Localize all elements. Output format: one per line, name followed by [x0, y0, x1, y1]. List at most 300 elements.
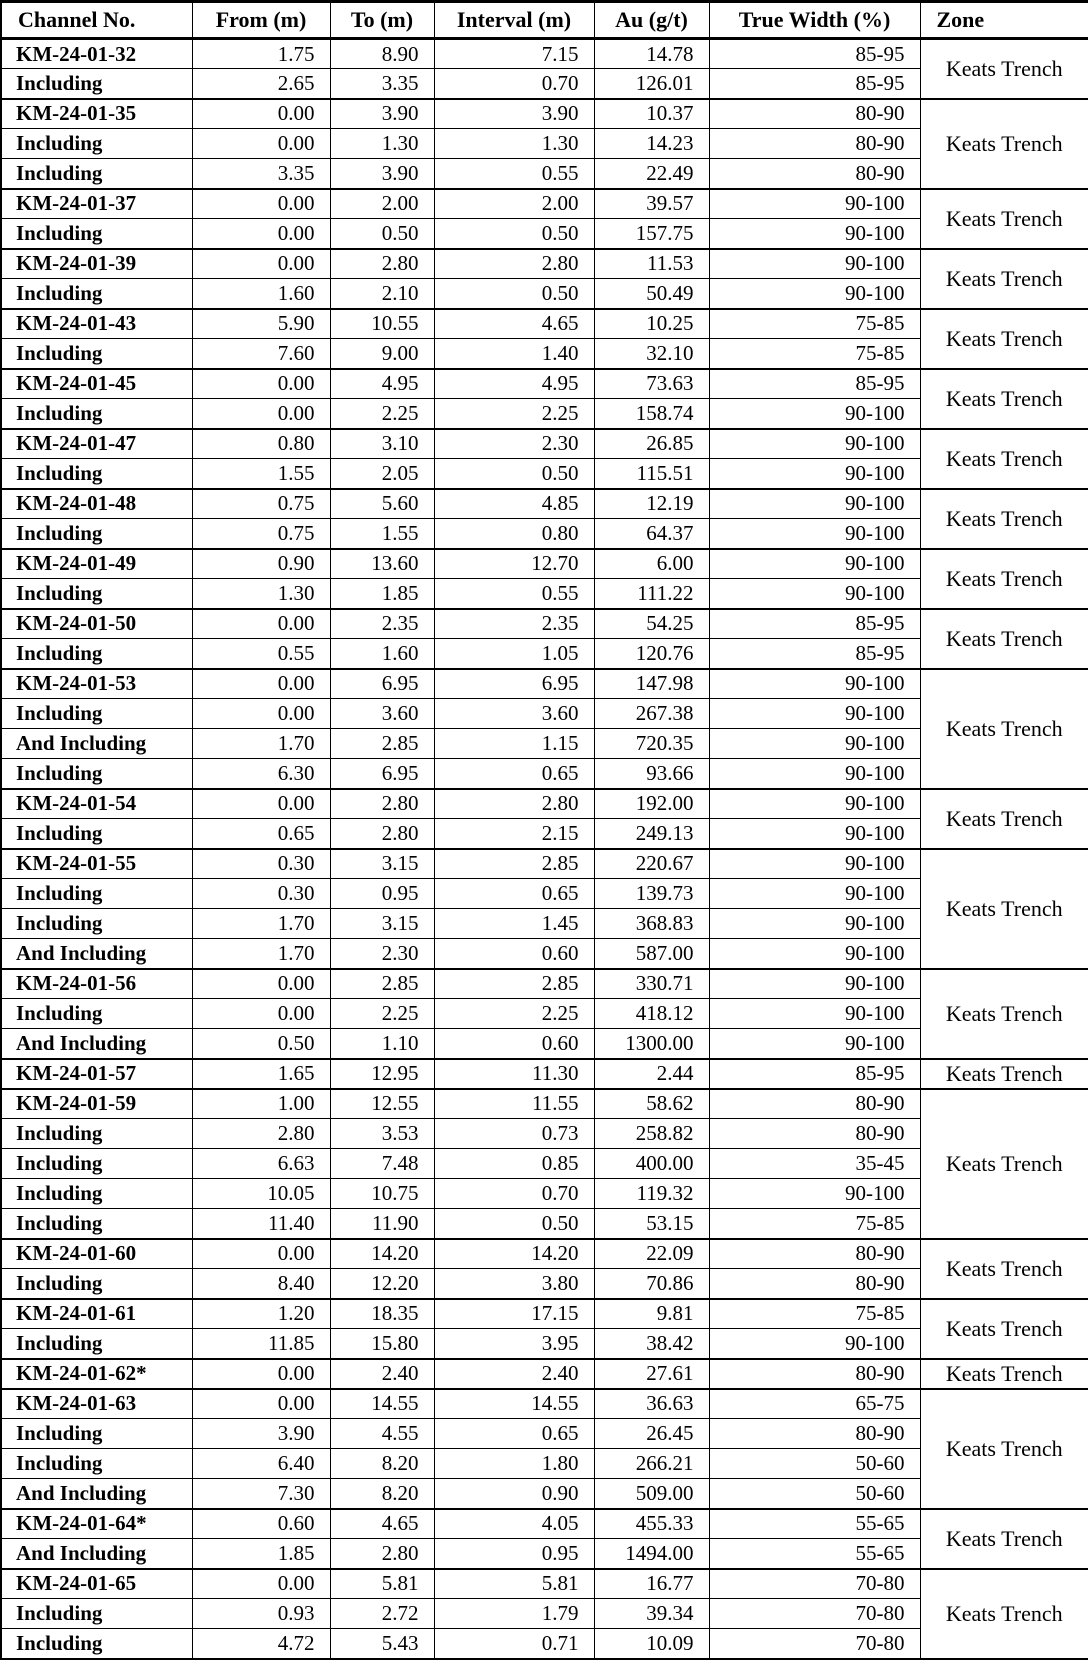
from-cell: 0.00 [192, 969, 330, 999]
au-cell: 54.25 [594, 609, 709, 639]
channel-cell: Including [1, 159, 192, 189]
column-header-interval: Interval (m) [434, 2, 594, 39]
interval-cell: 1.45 [434, 909, 594, 939]
true-width-cell: 85-95 [709, 639, 920, 669]
true-width-cell: 90-100 [709, 279, 920, 309]
interval-cell: 14.55 [434, 1389, 594, 1419]
interval-cell: 1.40 [434, 339, 594, 369]
au-cell: 9.81 [594, 1299, 709, 1329]
interval-cell: 2.00 [434, 189, 594, 219]
to-cell: 4.55 [330, 1419, 434, 1449]
zone-cell: Keats Trench [920, 609, 1088, 669]
from-cell: 0.00 [192, 189, 330, 219]
to-cell: 10.75 [330, 1179, 434, 1209]
from-cell: 7.60 [192, 339, 330, 369]
true-width-cell: 85-95 [709, 1059, 920, 1089]
interval-cell: 3.95 [434, 1329, 594, 1359]
to-cell: 12.95 [330, 1059, 434, 1089]
channel-cell: KM-24-01-54 [1, 789, 192, 819]
true-width-cell: 70-80 [709, 1569, 920, 1599]
interval-cell: 0.73 [434, 1119, 594, 1149]
channel-cell: Including [1, 1179, 192, 1209]
table-row [1, 39, 1088, 69]
au-cell: 266.21 [594, 1449, 709, 1479]
channel-cell: Including [1, 339, 192, 369]
true-width-cell: 70-80 [709, 1629, 920, 1659]
interval-cell: 11.55 [434, 1089, 594, 1119]
to-cell: 2.85 [330, 729, 434, 759]
from-cell: 0.00 [192, 249, 330, 279]
channel-cell: Including [1, 1419, 192, 1449]
interval-cell: 4.05 [434, 1509, 594, 1539]
to-cell: 0.95 [330, 879, 434, 909]
true-width-cell: 80-90 [709, 1239, 920, 1269]
true-width-cell: 70-80 [709, 1599, 920, 1629]
au-cell: 11.53 [594, 249, 709, 279]
interval-cell: 0.60 [434, 939, 594, 969]
column-header-zone: Zone [920, 2, 1088, 39]
to-cell: 3.15 [330, 849, 434, 879]
channel-cell: Including [1, 1329, 192, 1359]
true-width-cell: 65-75 [709, 1389, 920, 1419]
au-cell: 93.66 [594, 759, 709, 789]
true-width-cell: 80-90 [709, 99, 920, 129]
from-cell: 0.75 [192, 489, 330, 519]
true-width-cell: 80-90 [709, 1089, 920, 1119]
interval-cell: 1.30 [434, 129, 594, 159]
au-cell: 720.35 [594, 729, 709, 759]
from-cell: 2.65 [192, 69, 330, 99]
channel-cell: KM-24-01-59 [1, 1089, 192, 1119]
true-width-cell: 55-65 [709, 1509, 920, 1539]
au-cell: 50.49 [594, 279, 709, 309]
from-cell: 1.60 [192, 279, 330, 309]
true-width-cell: 90-100 [709, 1179, 920, 1209]
zone-cell: Keats Trench [920, 969, 1088, 1059]
to-cell: 18.35 [330, 1299, 434, 1329]
to-cell: 12.20 [330, 1269, 434, 1299]
to-cell: 8.20 [330, 1479, 434, 1509]
channel-cell: Including [1, 399, 192, 429]
column-header-from: From (m) [192, 2, 330, 39]
interval-cell: 0.80 [434, 519, 594, 549]
table-row [1, 669, 1088, 699]
au-cell: 157.75 [594, 219, 709, 249]
true-width-cell: 85-95 [709, 369, 920, 399]
interval-cell: 0.50 [434, 219, 594, 249]
true-width-cell: 90-100 [709, 669, 920, 699]
interval-cell: 2.40 [434, 1359, 594, 1389]
column-header-channel: Channel No. [1, 2, 192, 39]
to-cell: 2.80 [330, 1539, 434, 1569]
au-cell: 10.25 [594, 309, 709, 339]
to-cell: 2.72 [330, 1599, 434, 1629]
from-cell: 1.65 [192, 1059, 330, 1089]
to-cell: 1.55 [330, 519, 434, 549]
interval-cell: 2.35 [434, 609, 594, 639]
zone-cell: Keats Trench [920, 99, 1088, 189]
true-width-cell: 90-100 [709, 999, 920, 1029]
interval-cell: 1.05 [434, 639, 594, 669]
from-cell: 0.90 [192, 549, 330, 579]
table-header-row [1, 2, 1088, 39]
from-cell: 0.30 [192, 849, 330, 879]
to-cell: 2.40 [330, 1359, 434, 1389]
from-cell: 1.70 [192, 909, 330, 939]
zone-cell: Keats Trench [920, 429, 1088, 489]
from-cell: 11.40 [192, 1209, 330, 1239]
from-cell: 1.70 [192, 939, 330, 969]
channel-cell: Including [1, 699, 192, 729]
channel-cell: And Including [1, 1029, 192, 1059]
interval-cell: 1.80 [434, 1449, 594, 1479]
true-width-cell: 85-95 [709, 69, 920, 99]
interval-cell: 1.15 [434, 729, 594, 759]
to-cell: 9.00 [330, 339, 434, 369]
zone-cell: Keats Trench [920, 1299, 1088, 1359]
channel-cell: KM-24-01-49 [1, 549, 192, 579]
au-cell: 126.01 [594, 69, 709, 99]
au-cell: 330.71 [594, 969, 709, 999]
channel-cell: KM-24-01-37 [1, 189, 192, 219]
au-cell: 115.51 [594, 459, 709, 489]
from-cell: 0.00 [192, 699, 330, 729]
channel-cell: Including [1, 69, 192, 99]
channel-cell: KM-24-01-57 [1, 1059, 192, 1089]
zone-cell: Keats Trench [920, 1239, 1088, 1299]
interval-cell: 0.70 [434, 69, 594, 99]
table-row [1, 969, 1088, 999]
to-cell: 2.35 [330, 609, 434, 639]
from-cell: 7.30 [192, 1479, 330, 1509]
to-cell: 2.80 [330, 789, 434, 819]
au-cell: 14.23 [594, 129, 709, 159]
from-cell: 1.30 [192, 579, 330, 609]
to-cell: 3.10 [330, 429, 434, 459]
channel-cell: KM-24-01-62* [1, 1359, 192, 1389]
from-cell: 0.00 [192, 369, 330, 399]
table-row [1, 1359, 1088, 1389]
from-cell: 0.75 [192, 519, 330, 549]
channel-cell: KM-24-01-50 [1, 609, 192, 639]
to-cell: 2.10 [330, 279, 434, 309]
to-cell: 2.85 [330, 969, 434, 999]
to-cell: 3.15 [330, 909, 434, 939]
channel-cell: KM-24-01-53 [1, 669, 192, 699]
au-cell: 418.12 [594, 999, 709, 1029]
channel-cell: KM-24-01-56 [1, 969, 192, 999]
au-cell: 111.22 [594, 579, 709, 609]
from-cell: 0.00 [192, 1389, 330, 1419]
from-cell: 1.85 [192, 1539, 330, 1569]
true-width-cell: 90-100 [709, 519, 920, 549]
interval-cell: 2.85 [434, 969, 594, 999]
table-row [1, 1089, 1088, 1119]
from-cell: 6.63 [192, 1149, 330, 1179]
zone-cell: Keats Trench [920, 849, 1088, 969]
channel-cell: KM-24-01-55 [1, 849, 192, 879]
zone-cell: Keats Trench [920, 1389, 1088, 1509]
au-cell: 1300.00 [594, 1029, 709, 1059]
from-cell: 8.40 [192, 1269, 330, 1299]
to-cell: 0.50 [330, 219, 434, 249]
from-cell: 0.93 [192, 1599, 330, 1629]
true-width-cell: 90-100 [709, 699, 920, 729]
channel-cell: KM-24-01-61 [1, 1299, 192, 1329]
interval-cell: 2.25 [434, 999, 594, 1029]
zone-cell: Keats Trench [920, 1089, 1088, 1239]
channel-cell: And Including [1, 1479, 192, 1509]
from-cell: 1.00 [192, 1089, 330, 1119]
interval-cell: 0.71 [434, 1629, 594, 1659]
zone-cell: Keats Trench [920, 369, 1088, 429]
au-cell: 26.85 [594, 429, 709, 459]
table-row [1, 309, 1088, 339]
interval-cell: 3.80 [434, 1269, 594, 1299]
au-cell: 509.00 [594, 1479, 709, 1509]
to-cell: 2.80 [330, 819, 434, 849]
from-cell: 3.90 [192, 1419, 330, 1449]
from-cell: 2.80 [192, 1119, 330, 1149]
to-cell: 4.65 [330, 1509, 434, 1539]
from-cell: 0.00 [192, 999, 330, 1029]
from-cell: 0.00 [192, 669, 330, 699]
true-width-cell: 90-100 [709, 399, 920, 429]
channel-cell: KM-24-01-48 [1, 489, 192, 519]
from-cell: 4.72 [192, 1629, 330, 1659]
from-cell: 1.20 [192, 1299, 330, 1329]
au-cell: 455.33 [594, 1509, 709, 1539]
to-cell: 5.43 [330, 1629, 434, 1659]
au-cell: 53.15 [594, 1209, 709, 1239]
to-cell: 3.90 [330, 159, 434, 189]
au-cell: 32.10 [594, 339, 709, 369]
true-width-cell: 75-85 [709, 339, 920, 369]
true-width-cell: 90-100 [709, 729, 920, 759]
au-cell: 36.63 [594, 1389, 709, 1419]
table-row [1, 789, 1088, 819]
zone-cell: Keats Trench [920, 669, 1088, 789]
to-cell: 3.90 [330, 99, 434, 129]
from-cell: 0.65 [192, 819, 330, 849]
table-row [1, 369, 1088, 399]
table-row [1, 549, 1088, 579]
from-cell: 3.35 [192, 159, 330, 189]
channel-cell: Including [1, 759, 192, 789]
to-cell: 2.00 [330, 189, 434, 219]
to-cell: 5.81 [330, 1569, 434, 1599]
true-width-cell: 90-100 [709, 189, 920, 219]
au-cell: 258.82 [594, 1119, 709, 1149]
true-width-cell: 90-100 [709, 549, 920, 579]
interval-cell: 0.85 [434, 1149, 594, 1179]
au-cell: 120.76 [594, 639, 709, 669]
table-row [1, 429, 1088, 459]
channel-cell: And Including [1, 939, 192, 969]
from-cell: 1.75 [192, 39, 330, 69]
true-width-cell: 90-100 [709, 1329, 920, 1359]
channel-cell: KM-24-01-45 [1, 369, 192, 399]
zone-cell: Keats Trench [920, 1359, 1088, 1389]
true-width-cell: 90-100 [709, 429, 920, 459]
table-row [1, 1569, 1088, 1599]
interval-cell: 0.50 [434, 1209, 594, 1239]
zone-cell: Keats Trench [920, 189, 1088, 249]
to-cell: 2.25 [330, 399, 434, 429]
channel-cell: KM-24-01-47 [1, 429, 192, 459]
table-row [1, 489, 1088, 519]
to-cell: 2.05 [330, 459, 434, 489]
zone-cell: Keats Trench [920, 789, 1088, 849]
from-cell: 0.50 [192, 1029, 330, 1059]
zone-cell: Keats Trench [920, 489, 1088, 549]
channel-cell: Including [1, 1449, 192, 1479]
to-cell: 3.60 [330, 699, 434, 729]
true-width-cell: 75-85 [709, 1209, 920, 1239]
true-width-cell: 80-90 [709, 1359, 920, 1389]
au-cell: 1494.00 [594, 1539, 709, 1569]
interval-cell: 1.79 [434, 1599, 594, 1629]
from-cell: 0.00 [192, 1569, 330, 1599]
true-width-cell: 80-90 [709, 1419, 920, 1449]
true-width-cell: 90-100 [709, 969, 920, 999]
from-cell: 0.00 [192, 219, 330, 249]
true-width-cell: 50-60 [709, 1479, 920, 1509]
interval-cell: 0.55 [434, 159, 594, 189]
interval-cell: 0.70 [434, 1179, 594, 1209]
interval-cell: 0.90 [434, 1479, 594, 1509]
au-cell: 22.09 [594, 1239, 709, 1269]
channel-cell: KM-24-01-65 [1, 1569, 192, 1599]
true-width-cell: 35-45 [709, 1149, 920, 1179]
table-row [1, 249, 1088, 279]
to-cell: 7.48 [330, 1149, 434, 1179]
interval-cell: 5.81 [434, 1569, 594, 1599]
true-width-cell: 85-95 [709, 39, 920, 69]
true-width-cell: 80-90 [709, 1269, 920, 1299]
au-cell: 38.42 [594, 1329, 709, 1359]
interval-cell: 0.65 [434, 879, 594, 909]
au-cell: 400.00 [594, 1149, 709, 1179]
table-row [1, 1389, 1088, 1419]
from-cell: 0.30 [192, 879, 330, 909]
interval-cell: 17.15 [434, 1299, 594, 1329]
true-width-cell: 50-60 [709, 1449, 920, 1479]
au-cell: 147.98 [594, 669, 709, 699]
true-width-cell: 75-85 [709, 309, 920, 339]
channel-cell: And Including [1, 729, 192, 759]
zone-cell: Keats Trench [920, 1569, 1088, 1659]
interval-cell: 11.30 [434, 1059, 594, 1089]
interval-cell: 2.30 [434, 429, 594, 459]
true-width-cell: 90-100 [709, 819, 920, 849]
au-cell: 139.73 [594, 879, 709, 909]
au-cell: 64.37 [594, 519, 709, 549]
au-cell: 119.32 [594, 1179, 709, 1209]
from-cell: 0.00 [192, 1359, 330, 1389]
interval-cell: 12.70 [434, 549, 594, 579]
au-cell: 6.00 [594, 549, 709, 579]
to-cell: 8.20 [330, 1449, 434, 1479]
column-header-au: Au (g/t) [594, 2, 709, 39]
au-cell: 39.57 [594, 189, 709, 219]
channel-cell: Including [1, 639, 192, 669]
from-cell: 0.00 [192, 99, 330, 129]
interval-cell: 0.60 [434, 1029, 594, 1059]
interval-cell: 0.95 [434, 1539, 594, 1569]
from-cell: 1.55 [192, 459, 330, 489]
true-width-cell: 90-100 [709, 939, 920, 969]
from-cell: 0.55 [192, 639, 330, 669]
from-cell: 11.85 [192, 1329, 330, 1359]
channel-cell: KM-24-01-32 [1, 39, 192, 69]
true-width-cell: 75-85 [709, 1299, 920, 1329]
au-cell: 249.13 [594, 819, 709, 849]
channel-cell: KM-24-01-63 [1, 1389, 192, 1419]
interval-cell: 0.55 [434, 579, 594, 609]
channel-cell: Including [1, 459, 192, 489]
channel-cell: Including [1, 909, 192, 939]
table-row [1, 1299, 1088, 1329]
channel-cell: Including [1, 279, 192, 309]
interval-cell: 3.60 [434, 699, 594, 729]
to-cell: 12.55 [330, 1089, 434, 1119]
from-cell: 0.80 [192, 429, 330, 459]
true-width-cell: 90-100 [709, 909, 920, 939]
from-cell: 0.00 [192, 609, 330, 639]
to-cell: 13.60 [330, 549, 434, 579]
channel-cell: Including [1, 879, 192, 909]
au-cell: 58.62 [594, 1089, 709, 1119]
true-width-cell: 90-100 [709, 849, 920, 879]
to-cell: 6.95 [330, 759, 434, 789]
true-width-cell: 55-65 [709, 1539, 920, 1569]
from-cell: 0.00 [192, 399, 330, 429]
interval-cell: 4.65 [434, 309, 594, 339]
true-width-cell: 80-90 [709, 1119, 920, 1149]
column-header-true_width: True Width (%) [709, 2, 920, 39]
interval-cell: 2.85 [434, 849, 594, 879]
to-cell: 3.53 [330, 1119, 434, 1149]
interval-cell: 3.90 [434, 99, 594, 129]
channel-cell: Including [1, 579, 192, 609]
interval-cell: 0.65 [434, 759, 594, 789]
from-cell: 0.00 [192, 129, 330, 159]
channel-cell: Including [1, 1269, 192, 1299]
interval-cell: 14.20 [434, 1239, 594, 1269]
true-width-cell: 85-95 [709, 609, 920, 639]
channel-cell: Including [1, 519, 192, 549]
interval-cell: 7.15 [434, 39, 594, 69]
au-cell: 220.67 [594, 849, 709, 879]
zone-cell: Keats Trench [920, 1509, 1088, 1569]
channel-cell: Including [1, 1209, 192, 1239]
channel-cell: KM-24-01-60 [1, 1239, 192, 1269]
au-cell: 73.63 [594, 369, 709, 399]
from-cell: 1.70 [192, 729, 330, 759]
channel-cell: Including [1, 1119, 192, 1149]
true-width-cell: 90-100 [709, 1029, 920, 1059]
to-cell: 14.55 [330, 1389, 434, 1419]
from-cell: 10.05 [192, 1179, 330, 1209]
true-width-cell: 90-100 [709, 219, 920, 249]
to-cell: 1.85 [330, 579, 434, 609]
to-cell: 14.20 [330, 1239, 434, 1269]
interval-cell: 2.80 [434, 249, 594, 279]
interval-cell: 2.80 [434, 789, 594, 819]
to-cell: 10.55 [330, 309, 434, 339]
true-width-cell: 90-100 [709, 879, 920, 909]
